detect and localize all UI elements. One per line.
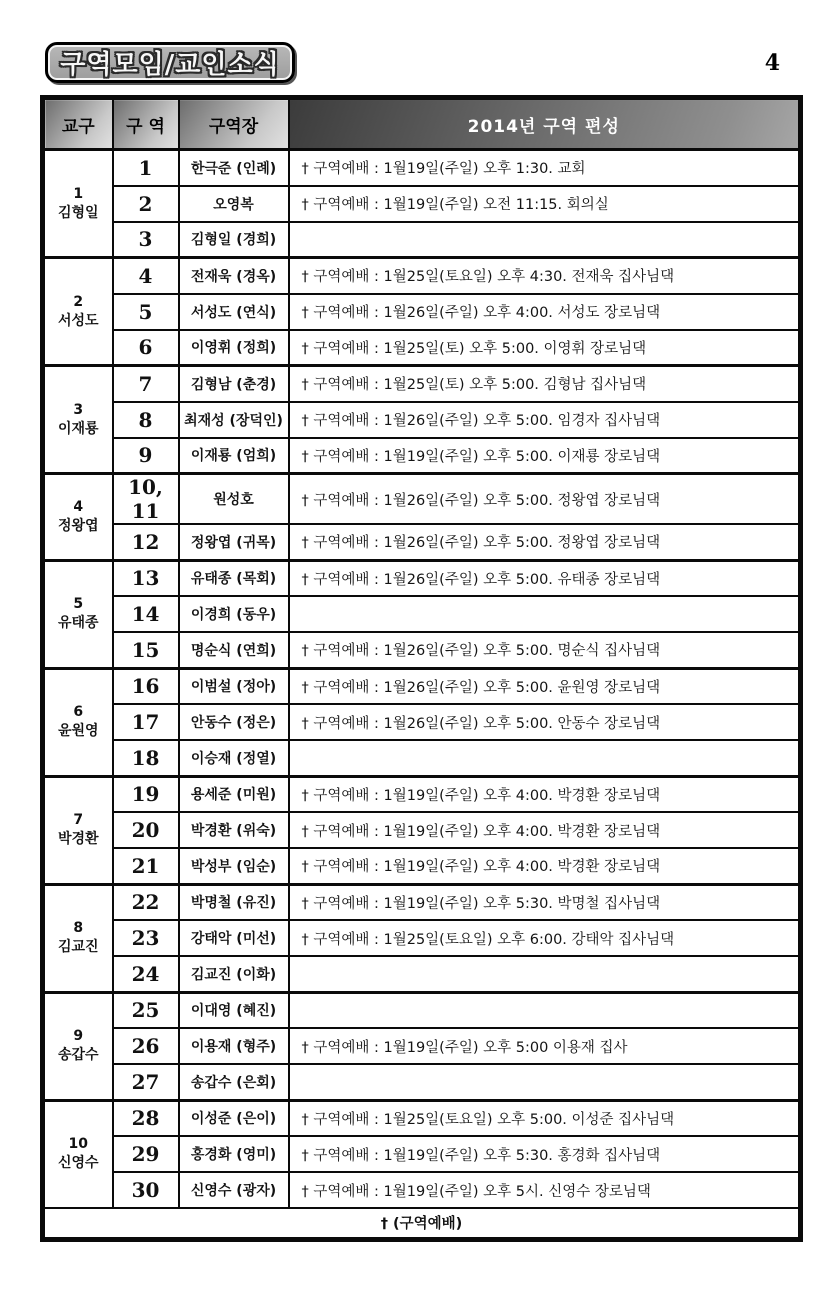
district-leader-cell: 용세준 (미원) xyxy=(179,776,289,812)
worship-plan-cell: † 구역예배 : 1월26일(주일) 오후 5:00. 윤원영 장로님댁 xyxy=(289,668,801,704)
table-row xyxy=(43,812,801,848)
table-row xyxy=(43,560,801,596)
district-leader-cell: 송갑수 (은회) xyxy=(179,1064,289,1100)
parish-number: 10 xyxy=(68,1136,88,1153)
worship-plan-cell: † 구역예배 : 1월25일(토) 오후 5:00. 이영휘 장로님댁 xyxy=(289,330,801,366)
district-number-cell: 18 xyxy=(113,740,179,776)
worship-plan-cell: † 구역예배 : 1월19일(주일) 오전 11:15. 회의실 xyxy=(289,186,801,222)
parish-leader-name: 송갑수 xyxy=(57,1047,99,1063)
table-row xyxy=(43,992,801,1028)
table-row xyxy=(43,402,801,438)
parish-leader-name: 유태종 xyxy=(57,615,99,631)
table-row xyxy=(43,704,801,740)
footer-legend: † (구역예배) xyxy=(43,1208,801,1239)
district-number-cell: 29 xyxy=(113,1136,179,1172)
parish-leader-name: 윤원영 xyxy=(57,723,99,739)
table-row xyxy=(43,848,801,884)
worship-plan-cell: † 구역예배 : 1월19일(주일) 오후 5:00 이용재 집사 xyxy=(289,1028,801,1064)
parish-number: 6 xyxy=(73,704,84,721)
parish-cell xyxy=(43,884,113,992)
parish-leader-name: 정왕엽 xyxy=(57,517,99,534)
worship-plan-cell xyxy=(289,596,801,632)
table-row xyxy=(43,776,801,812)
district-leader-cell: 명순식 (연희) xyxy=(179,632,289,668)
table-row xyxy=(43,294,801,330)
worship-plan-cell: † 구역예배 : 1월25일(토요일) 오후 6:00. 강태악 집사님댁 xyxy=(289,920,801,956)
section-title: 구역모임/교인소식 xyxy=(60,50,280,80)
parish-cell xyxy=(43,992,113,1100)
roster-body xyxy=(43,150,801,1209)
worship-plan-cell xyxy=(289,740,801,776)
parish-cell xyxy=(43,150,113,258)
worship-plan-cell: † 구역예배 : 1월25일(토) 오후 5:00. 김형남 집사님댁 xyxy=(289,366,801,402)
parish-number: 5 xyxy=(73,596,84,613)
district-leader-cell: 유태종 (목회) xyxy=(179,560,289,596)
parish-number: 9 xyxy=(73,1028,84,1045)
worship-plan-cell: † 구역예배 : 1월19일(주일) 오후 5:00. 이재룡 장로님댁 xyxy=(289,438,801,474)
parish-cell xyxy=(43,560,113,668)
district-leader-cell: 전재욱 (경옥) xyxy=(179,258,289,294)
table-footer xyxy=(43,1208,801,1239)
district-number-cell: 4 xyxy=(113,258,179,294)
district-number-cell: 25 xyxy=(113,992,179,1028)
district-number-cell: 21 xyxy=(113,848,179,884)
worship-plan-cell xyxy=(289,956,801,992)
district-number-cell: 27 xyxy=(113,1064,179,1100)
table-row xyxy=(43,222,801,258)
parish-number: 1 xyxy=(73,185,84,202)
worship-plan-cell: † 구역예배 : 1월25일(토요일) 오후 4:30. 전재욱 집사님댁 xyxy=(289,258,801,294)
district-leader-cell: 안동수 (정은) xyxy=(179,704,289,740)
district-number-cell: 2 xyxy=(113,186,179,222)
parish-leader-name: 김형일 xyxy=(57,204,99,221)
district-number-cell: 8 xyxy=(113,402,179,438)
section-title-badge xyxy=(45,42,295,83)
table-row xyxy=(43,632,801,668)
table-row xyxy=(43,1136,801,1172)
parish-cell xyxy=(43,1100,113,1208)
district-leader-cell: 박경환 (위숙) xyxy=(179,812,289,848)
district-leader-cell: 원성호 xyxy=(179,474,289,525)
district-number-cell: 1 xyxy=(113,150,179,186)
worship-plan-cell: † 구역예배 : 1월19일(주일) 오후 5:30. 박명철 집사님댁 xyxy=(289,884,801,920)
parish-cell xyxy=(43,776,113,884)
district-leader-cell: 이범설 (정아) xyxy=(179,668,289,704)
worship-plan-cell: † 구역예배 : 1월19일(주일) 오후 4:00. 박경환 장로님댁 xyxy=(289,848,801,884)
district-number-cell: 17 xyxy=(113,704,179,740)
table-row xyxy=(43,920,801,956)
district-leader-cell: 정왕엽 (귀목) xyxy=(179,524,289,560)
worship-plan-cell: † 구역예배 : 1월26일(주일) 오후 5:00. 명순식 집사님댁 xyxy=(289,632,801,668)
parish-leader-name: 신영수 xyxy=(57,1155,99,1172)
table-row xyxy=(43,1172,801,1208)
page-number: 4 xyxy=(764,50,780,76)
district-number-cell: 20 xyxy=(113,812,179,848)
table-row xyxy=(43,596,801,632)
district-leader-cell: 이대영 (혜진) xyxy=(179,992,289,1028)
district-leader-cell: 이성준 (은이) xyxy=(179,1100,289,1136)
table-row xyxy=(43,474,801,525)
district-number-cell: 7 xyxy=(113,366,179,402)
header-plan: 2014년 구역 편성 xyxy=(289,98,801,150)
district-leader-cell: 김형일 (경희) xyxy=(179,222,289,258)
district-number-cell: 12 xyxy=(113,524,179,560)
table-row xyxy=(43,438,801,474)
worship-plan-cell: † 구역예배 : 1월26일(주일) 오후 5:00. 안동수 장로님댁 xyxy=(289,704,801,740)
worship-plan-cell xyxy=(289,222,801,258)
district-roster-table xyxy=(40,95,803,1242)
district-leader-cell: 오영복 xyxy=(179,186,289,222)
table-row xyxy=(43,1100,801,1136)
parish-leader-name: 서성도 xyxy=(57,312,99,329)
parish-cell xyxy=(43,258,113,366)
parish-number: 4 xyxy=(73,498,84,515)
district-number-cell: 15 xyxy=(113,632,179,668)
district-leader-cell: 이영휘 (정희) xyxy=(179,330,289,366)
district-leader-cell: 이재룡 (엄희) xyxy=(179,438,289,474)
district-leader-cell: 강태악 (미선) xyxy=(179,920,289,956)
header-leader: 구역장 xyxy=(179,98,289,150)
district-number-cell: 23 xyxy=(113,920,179,956)
table-row xyxy=(43,1064,801,1100)
district-number-cell: 30 xyxy=(113,1172,179,1208)
district-number-cell: 6 xyxy=(113,330,179,366)
worship-plan-cell: † 구역예배 : 1월19일(주일) 오후 4:00. 박경환 장로님댁 xyxy=(289,812,801,848)
district-leader-cell: 김교진 (이화) xyxy=(179,956,289,992)
worship-plan-cell: † 구역예배 : 1월19일(주일) 오후 5:30. 홍경화 집사님댁 xyxy=(289,1136,801,1172)
district-leader-cell: 신영수 (광자) xyxy=(179,1172,289,1208)
worship-plan-cell: † 구역예배 : 1월25일(토요일) 오후 5:00. 이성준 집사님댁 xyxy=(289,1100,801,1136)
worship-plan-cell: † 구역예배 : 1월26일(주일) 오후 5:00. 유태종 장로님댁 xyxy=(289,560,801,596)
district-leader-cell: 박명철 (유진) xyxy=(179,884,289,920)
header-parish: 교구 xyxy=(43,98,113,150)
table-row xyxy=(43,258,801,294)
district-number-cell: 22 xyxy=(113,884,179,920)
parish-number: 7 xyxy=(73,812,84,829)
district-leader-cell: 김형남 (춘경) xyxy=(179,366,289,402)
worship-plan-cell: † 구역예배 : 1월26일(주일) 오후 5:00. 임경자 집사님댁 xyxy=(289,402,801,438)
table-row xyxy=(43,884,801,920)
table-row xyxy=(43,668,801,704)
district-leader-cell: 홍경화 (영미) xyxy=(179,1136,289,1172)
district-leader-cell: 서성도 (연식) xyxy=(179,294,289,330)
district-number-cell: 3 xyxy=(113,222,179,258)
district-number-cell: 14 xyxy=(113,596,179,632)
district-leader-cell: 이승재 (정열) xyxy=(179,740,289,776)
worship-plan-cell: † 구역예배 : 1월26일(주일) 오후 4:00. 서성도 장로님댁 xyxy=(289,294,801,330)
district-leader-cell: 이용재 (형주) xyxy=(179,1028,289,1064)
district-leader-cell: 이경희 (동우) xyxy=(179,596,289,632)
district-leader-cell: 박성부 (임순) xyxy=(179,848,289,884)
table-row xyxy=(43,150,801,186)
district-number-cell: 19 xyxy=(113,776,179,812)
table-header xyxy=(43,98,801,150)
district-leader-cell: 최재성 (장덕인) xyxy=(179,402,289,438)
worship-plan-cell: † 구역예배 : 1월26일(주일) 오후 5:00. 정왕엽 장로님댁 xyxy=(289,524,801,560)
table-row xyxy=(43,1028,801,1064)
district-number-cell: 10, 11 xyxy=(113,474,179,525)
district-number-cell: 13 xyxy=(113,560,179,596)
worship-plan-cell: † 구역예배 : 1월19일(주일) 오후 4:00. 박경환 장로님댁 xyxy=(289,776,801,812)
worship-plan-cell: † 구역예배 : 1월19일(주일) 오후 5시. 신영수 장로님댁 xyxy=(289,1172,801,1208)
parish-number: 8 xyxy=(73,920,84,937)
parish-number: 2 xyxy=(73,293,84,310)
district-number-cell: 26 xyxy=(113,1028,179,1064)
parish-leader-name: 김교진 xyxy=(57,939,99,955)
table-row xyxy=(43,366,801,402)
parish-cell xyxy=(43,668,113,776)
worship-plan-cell: † 구역예배 : 1월19일(주일) 오후 1:30. 교회 xyxy=(289,150,801,186)
parish-cell xyxy=(43,474,113,561)
worship-plan-cell: † 구역예배 : 1월26일(주일) 오후 5:00. 정왕엽 장로님댁 xyxy=(289,474,801,525)
table-row xyxy=(43,524,801,560)
district-number-cell: 16 xyxy=(113,668,179,704)
table-row xyxy=(43,740,801,776)
parish-leader-name: 박경환 xyxy=(57,831,99,847)
district-number-cell: 5 xyxy=(113,294,179,330)
parish-number: 3 xyxy=(73,401,84,418)
district-leader-cell: 한극준 (인례) xyxy=(179,150,289,186)
table-row xyxy=(43,956,801,992)
district-number-cell: 9 xyxy=(113,438,179,474)
table-row xyxy=(43,330,801,366)
header-district: 구 역 xyxy=(113,98,179,150)
table-row xyxy=(43,186,801,222)
district-number-cell: 24 xyxy=(113,956,179,992)
parish-leader-name: 이재룡 xyxy=(57,420,99,437)
worship-plan-cell xyxy=(289,992,801,1028)
worship-plan-cell xyxy=(289,1064,801,1100)
parish-cell xyxy=(43,366,113,474)
district-number-cell: 28 xyxy=(113,1100,179,1136)
